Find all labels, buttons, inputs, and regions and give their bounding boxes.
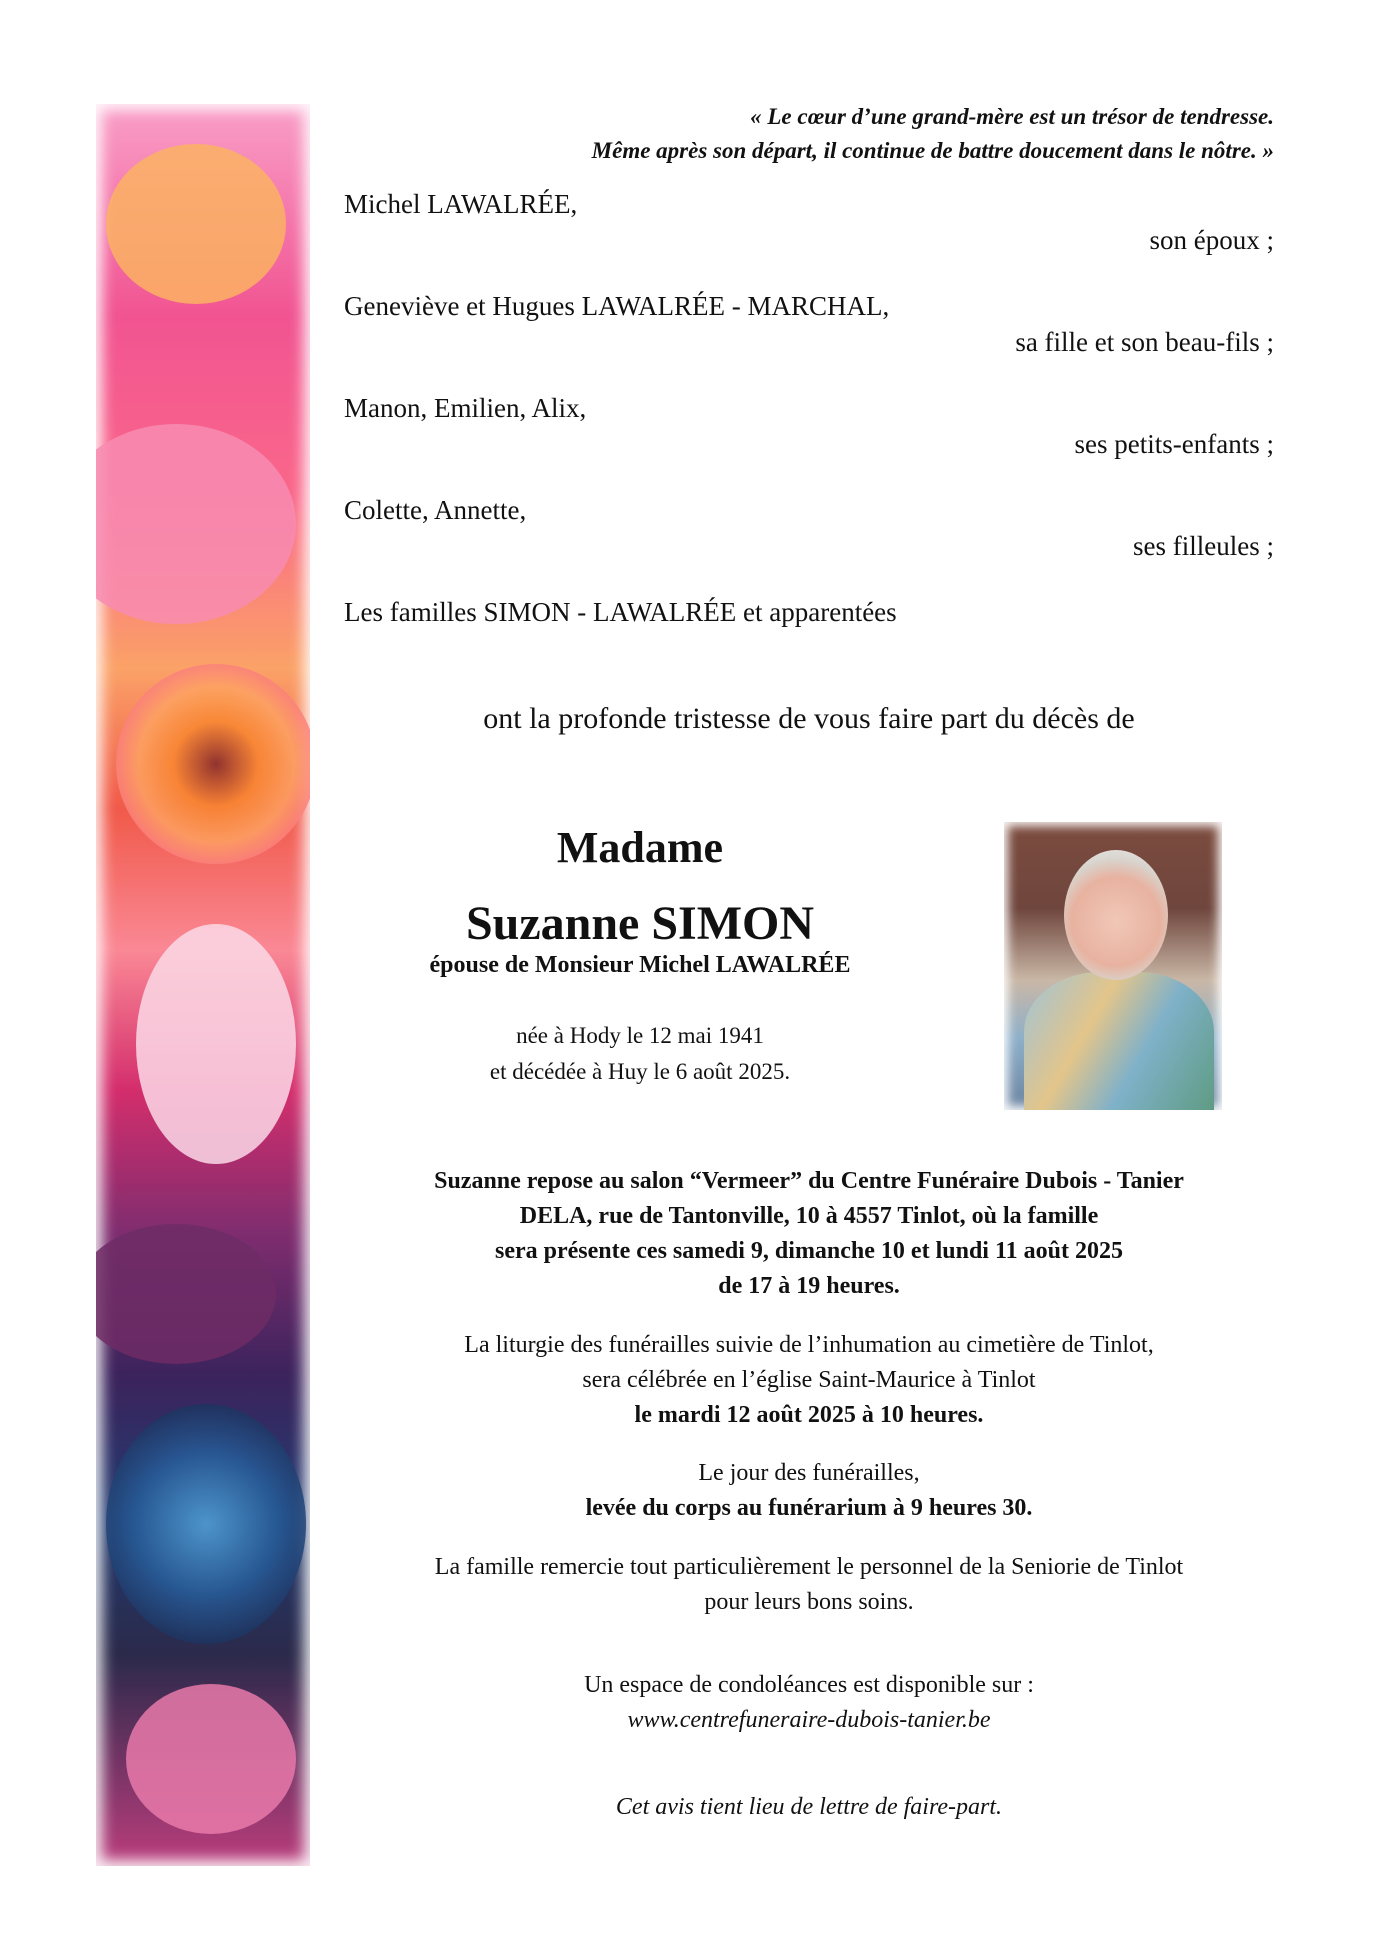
thanks-line: pour leurs bons soins. [704, 1589, 914, 1615]
liturgy-line: sera célébrée en l’église Saint-Maurice à Tinlot [582, 1367, 1036, 1393]
family-member-name: Michel LAWALRÉE, [344, 189, 578, 219]
extended-family: Les familles SIMON - LAWALRÉE et apparentées [344, 597, 897, 627]
departure-info [344, 1456, 1274, 1526]
visitation-line: DELA, rue de Tantonville, 10 à 4557 Tinlot, où la famille [519, 1203, 1099, 1229]
quote [344, 100, 1274, 168]
photo-figure-body [1024, 972, 1214, 1110]
thanks-info [344, 1550, 1274, 1620]
photo-figure-head [1064, 850, 1168, 980]
condolences-line: Un espace de condoléances est disponible sur : [584, 1672, 1034, 1698]
liturgy-line: La liturgie des funérailles suivie de l’inhumation au cimetière de Tinlot, [464, 1332, 1154, 1358]
quote-line-2: Même après son départ, il continue de battre doucement dans le nôtre. » [591, 138, 1274, 163]
liturgy-date: le mardi 12 août 2025 à 10 heures. [634, 1402, 984, 1428]
deceased-spouse: épouse de Monsieur Michel LAWALRÉE [429, 952, 851, 978]
family-member-relation: ses petits-enfants ; [1074, 429, 1274, 459]
deceased-dates [400, 1018, 880, 1090]
departure-line: Le jour des funérailles, [698, 1460, 920, 1486]
visitation-line: sera présente ces samedi 9, dimanche 10 et lundi 11 août 2025 [495, 1238, 1123, 1264]
flower-decoration-image [96, 104, 310, 1866]
family-member-name: Colette, Annette, [344, 495, 527, 525]
deceased-name: Suzanne SIMON [465, 897, 815, 950]
family-member-name: Manon, Emilien, Alix, [344, 393, 587, 423]
visitation-line: de 17 à 19 heures. [718, 1273, 900, 1299]
thanks-line: La famille remercie tout particulièrement le personnel de la Seniorie de Tinlot [434, 1554, 1184, 1580]
closing-note: Cet avis tient lieu de lettre de faire-part. [615, 1794, 1003, 1820]
family-member-relation: son époux ; [1149, 225, 1274, 255]
family-member-relation: sa fille et son beau-fils ; [1015, 327, 1274, 357]
deceased-photo [1004, 822, 1222, 1110]
visitation-info [344, 1164, 1274, 1304]
death-line: et décédée à Huy le 6 août 2025. [489, 1059, 791, 1084]
condolences-url-link[interactable]: www.centrefuneraire-dubois-tanier.be [627, 1707, 991, 1733]
quote-line-1: « Le cœur d’une grand-mère est un trésor de tendresse. [750, 104, 1274, 129]
visitation-line: Suzanne repose au salon “Vermeer” du Centre Funéraire Dubois - Tanier [434, 1168, 1184, 1194]
family-list [344, 186, 1274, 630]
departure-time: levée du corps au funérarium à 9 heures 30. [585, 1495, 1033, 1521]
family-member-name: Geneviève et Hugues LAWALRÉE - MARCHAL, [344, 291, 890, 321]
birth-line: née à Hody le 12 mai 1941 [516, 1023, 764, 1048]
condolences-info [344, 1668, 1274, 1738]
deceased-title: Madame [556, 823, 724, 872]
family-member-relation: ses filleules ; [1133, 531, 1274, 561]
announcement: ont la profonde tristesse de vous faire part du décès de [483, 702, 1135, 735]
liturgy-info [344, 1328, 1274, 1433]
